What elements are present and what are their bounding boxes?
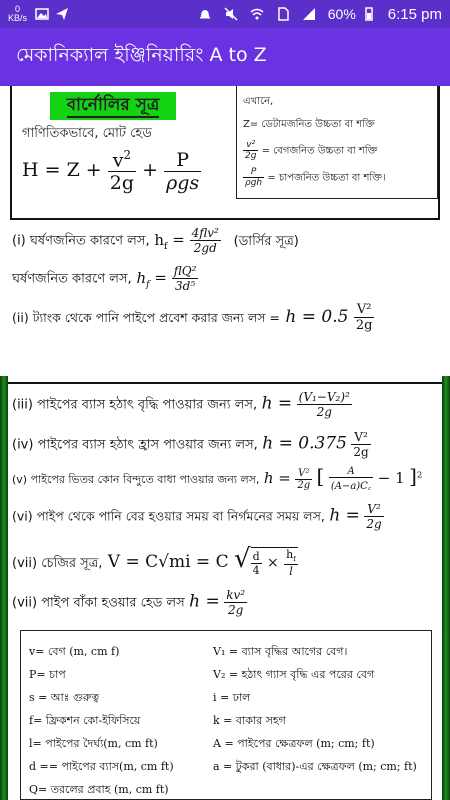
page-border	[438, 86, 440, 220]
velocity-fraction	[351, 430, 370, 459]
bell-icon	[198, 7, 212, 21]
h-symbol	[154, 230, 168, 252]
status-bar	[0, 0, 450, 28]
velocity-fraction	[295, 468, 312, 491]
formula-lhs: V = C√mi = C	[107, 552, 229, 572]
left-bracket: [	[316, 464, 325, 488]
formula-label: (vii) চেজির সূত্র,	[12, 556, 103, 571]
formula-lhs: h = 0.375	[262, 433, 347, 454]
right-bracket: ]	[409, 464, 417, 488]
fraction-numerator: V²	[354, 302, 375, 318]
network-speed-unit: KB/s	[8, 13, 28, 23]
fraction-denominator: 2g	[227, 603, 244, 617]
fraction-denominator: (A−a)C꜀	[330, 481, 372, 492]
friction-loss-flow	[12, 264, 198, 293]
h-letter: h	[286, 548, 294, 562]
fraction-denominator: 2g	[353, 445, 369, 459]
legend-left-column	[29, 643, 174, 800]
legend-item: P= চাপ	[29, 668, 66, 681]
legend-item: a = টুকরা (বাধার)-এর ক্ষেত্রফল (m; cm; ft)	[213, 760, 417, 773]
fraction-denominator: 2g	[355, 318, 373, 333]
formula-page-1	[0, 86, 450, 340]
definitions-box	[236, 86, 438, 199]
formula-label: ঘর্ষণজনিত কারণে লস,	[12, 271, 132, 287]
formula-label: (iii) পাইপের ব্যাস হঠাৎ বৃদ্ধি পাওয়ার জন্য লস,	[12, 397, 258, 413]
fraction-denominator: 2g	[366, 517, 382, 531]
fraction-denominator: 2gd	[193, 241, 217, 255]
h-subscript: f	[146, 278, 150, 290]
definitions-title: এখানে,	[243, 96, 274, 107]
definition-v	[243, 140, 437, 161]
formula-label: (v) পাইপের ভিতর কোন বিন্দুতে বাধা পাওয়ার জন্য লস,	[12, 473, 260, 486]
h-subscript: f	[293, 555, 296, 564]
legend-item: v= বেগ (m, cm f)	[29, 645, 120, 658]
formula-note: (ডার্সির সূত্র)	[233, 233, 299, 249]
signal-icon	[302, 7, 316, 21]
bend-loss	[12, 588, 247, 617]
bernoulli-title: বার্নোলির সূত্র	[67, 94, 160, 118]
mute-icon	[224, 7, 238, 21]
tank-entry-loss	[12, 302, 374, 333]
fraction-numerator: P	[243, 167, 264, 178]
formula-label: (vii) পাইপ বাঁকা হওয়ার হেড লস	[12, 595, 185, 611]
darcy-fraction	[190, 226, 221, 255]
sudden-contraction-loss	[12, 430, 371, 459]
formula-label: (i) ঘর্ষণজনিত কারণে লস,	[12, 233, 150, 249]
fraction-numerator: V²	[295, 468, 312, 480]
fraction-numerator: V²	[351, 430, 370, 445]
formula-lhs: h =	[189, 591, 220, 612]
fraction-numerator: kv²	[226, 588, 246, 602]
fraction-denominator: 3d⁵	[175, 279, 196, 293]
friction-loss-darcy	[12, 226, 299, 255]
formula-lhs: h =	[261, 393, 293, 414]
v-fraction	[243, 140, 258, 161]
flow-fraction	[172, 264, 199, 293]
bernoulli-formula	[22, 148, 201, 194]
legend-item: i = ঢাল	[213, 691, 251, 704]
equals-sign: =	[154, 268, 167, 287]
fraction-numerator: P	[164, 149, 201, 172]
battery-percent: 60%	[327, 6, 356, 22]
legend-item: l= পাইপের দৈর্ঘ্য(m, cm ft)	[29, 737, 158, 750]
definition-text: = চাপজনিত উচ্চতা বা শক্তি।	[267, 172, 386, 184]
h-symbol	[136, 268, 150, 290]
formula-lhs: h =	[329, 505, 360, 526]
velocity-fraction	[354, 302, 375, 333]
exponent: 2	[416, 470, 423, 481]
h-fraction	[284, 548, 298, 577]
definition-p	[243, 167, 437, 188]
formula-lhs: H = Z +	[22, 159, 102, 182]
formula-page-2	[0, 376, 450, 800]
equals-sign: =	[172, 230, 185, 249]
formula-lhs: h = 0.5	[285, 307, 349, 327]
fraction-denominator: ρgs	[166, 171, 200, 194]
fraction-numerator: d	[252, 549, 260, 563]
chezy-formula	[12, 544, 298, 578]
send-icon	[55, 7, 69, 21]
network-speed	[8, 5, 27, 23]
v-symbol: v	[112, 149, 124, 172]
legend-item: Q= তরলের প্রবাহ (m, cm ft)	[29, 783, 169, 796]
legend-item: s = আঃ গুরুত্ব	[29, 691, 100, 704]
legend-item: V₁ = ব্যাস বৃদ্ধির আগের বেগ।	[213, 645, 348, 658]
fraction-numerator: 4flv²	[191, 226, 219, 240]
fraction-numerator	[284, 548, 298, 564]
fraction-denominator: 2g	[316, 405, 332, 419]
formula-label: (vi) পাইপ থেকে পানি বের হওয়ার সময় বা নির্গমনের সময় লস,	[12, 508, 325, 524]
d-fraction	[251, 550, 262, 577]
page-border	[10, 86, 12, 218]
battery-icon	[362, 7, 376, 21]
app-bar	[0, 28, 450, 86]
area-fraction	[329, 466, 373, 492]
enlargement-fraction	[297, 390, 352, 419]
formula-label: (iv) পাইপের ব্যাস হঠাৎ হ্রাস পাওয়ার জন্য লস,	[12, 437, 258, 453]
bend-fraction	[224, 588, 247, 617]
exit-loss	[12, 502, 384, 531]
network-speed-value: 0	[15, 4, 21, 14]
plus-sign: +	[142, 159, 159, 182]
fraction-numerator: flQ²	[173, 264, 197, 278]
fraction-numerator: V²	[364, 502, 383, 517]
velocity-fraction	[364, 502, 383, 531]
page-edge-decoration	[0, 376, 8, 800]
legend-right-column	[213, 643, 417, 781]
app-title: মেকানিক্যাল ইঞ্জিনিয়ারিং A to Z	[16, 44, 267, 66]
legend-item: V₂ = হঠাৎ গ্যাস বৃদ্ধি এর পরের বেগ	[213, 668, 375, 681]
sim-icon	[276, 7, 290, 21]
fraction-denominator: ρgh	[245, 178, 263, 188]
formula-label: (ii) ট্যাংক থেকে পানি পাইপে প্রবেশ করার জন্য লস =	[12, 310, 280, 325]
page-gap	[0, 340, 450, 376]
fraction-numerator: v²	[243, 140, 258, 151]
sqrt-sign: √	[234, 544, 251, 574]
fraction-denominator: 2g	[109, 172, 135, 195]
legend-item: d == পাইপের ব্যাস(m, cm ft)	[29, 760, 174, 773]
sqrt-body	[251, 547, 298, 577]
h-letter: h	[154, 230, 165, 249]
formula-lhs: h =	[263, 469, 291, 487]
image-icon	[35, 7, 49, 21]
fraction-numerator: (V₁−V₂)²	[298, 390, 350, 404]
fraction-denominator: 2g	[297, 479, 311, 491]
fraction-denominator: l	[289, 564, 293, 578]
definition-z: Z= ডেটামজনিত উচ্চতা বা শক্তি	[243, 119, 375, 130]
h-letter: h	[136, 268, 147, 287]
sudden-enlargement-loss	[12, 390, 352, 419]
wifi-icon	[250, 7, 264, 21]
legend-item: A = পাইপের ক্ষেত্রফল (m; cm; ft)	[213, 737, 375, 750]
page-border	[10, 218, 440, 220]
fraction-denominator: 4	[252, 563, 260, 577]
velocity-fraction	[108, 148, 136, 194]
h-subscript: f	[164, 240, 168, 252]
clock: 6:15 pm	[387, 5, 442, 23]
pressure-fraction	[164, 149, 201, 194]
legend-item: k = বাকার সহগ	[213, 714, 286, 727]
fraction-denominator: 2g	[245, 151, 257, 161]
times-sign: ×	[267, 555, 279, 572]
minus-one: − 1	[377, 469, 405, 487]
legend-item: f= ফ্রিকশন কো-ইফিসিয়ে	[29, 714, 141, 727]
obstruction-loss	[12, 464, 422, 492]
fraction-numerator: A	[329, 466, 373, 478]
title-badge	[50, 92, 176, 120]
symbol-legend	[20, 630, 432, 800]
definition-text: = বেগজনিত উচ্চতা বা শক্তি	[261, 145, 378, 157]
subtitle: গাণিতিকভাবে, মোট হেড	[22, 126, 152, 141]
fraction-numerator: $v^2$	[108, 148, 136, 172]
page-edge-decoration	[442, 376, 450, 800]
p-fraction	[243, 167, 264, 188]
